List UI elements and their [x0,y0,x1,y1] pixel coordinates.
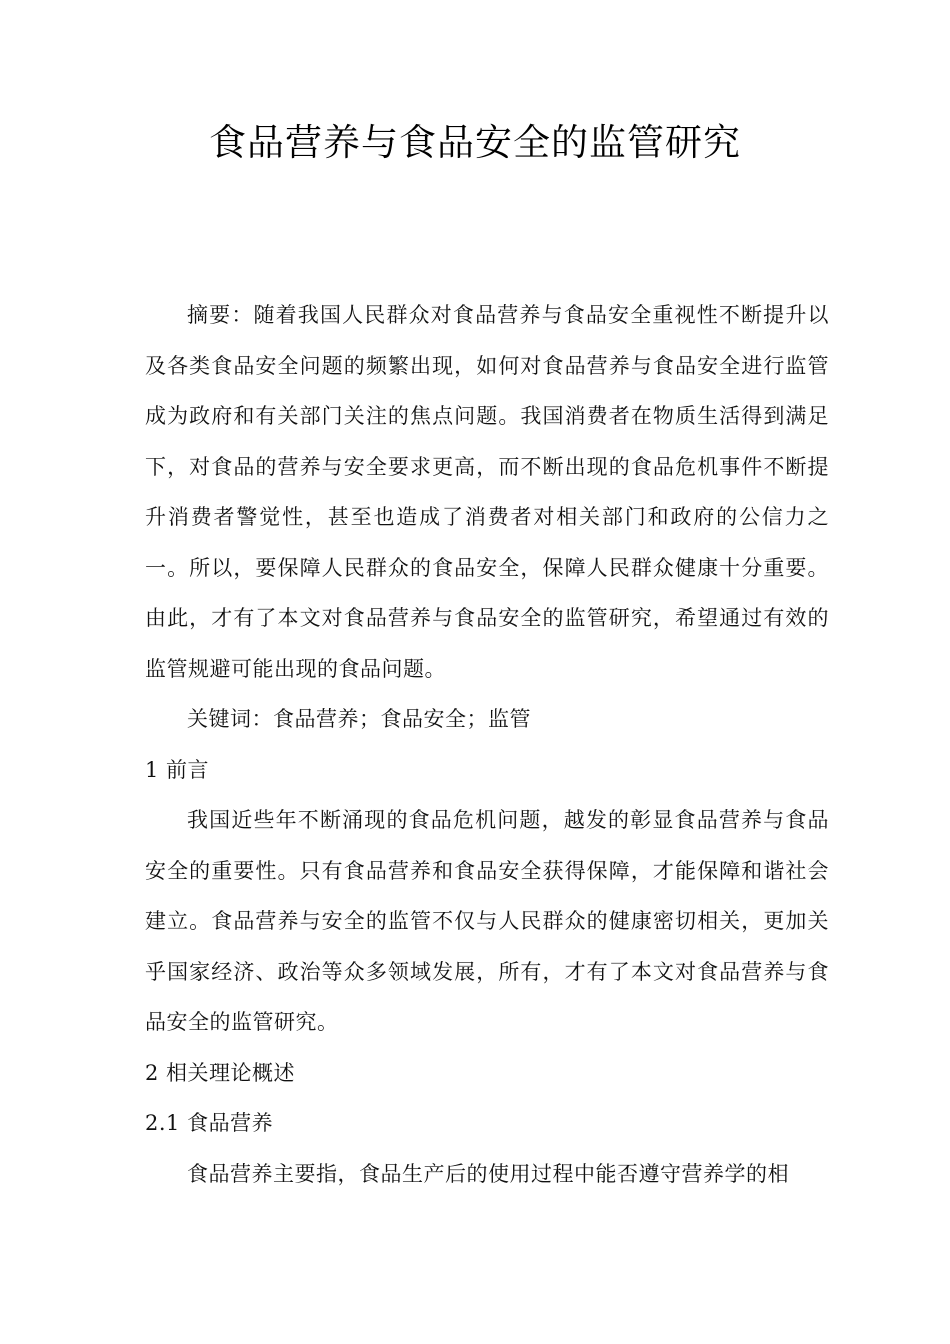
introduction-paragraph: 我国近些年不断涌现的食品危机问题，越发的彰显食品营养与食品安全的重要性。只有食品营养和食品安全获得保障，才能保障和谐社会建立。食品营养与安全的监管不仅与人民群众的健康密切相关，更加关乎国家经济、政治等众多领域发展，所有，才有了本文对食品营养与食品安全的监管研究。 [145,808,829,1034]
document-body [145,290,829,1199]
subsection-heading-food-nutrition: 2.1 食品营养 [145,1111,274,1135]
food-nutrition-paragraph: 食品营养主要指，食品生产后的使用过程中能否遵守营养学的相 [187,1161,789,1186]
abstract-paragraph: 摘要：随着我国人民群众对食品营养与食品安全重视性不断提升以及各类食品安全问题的频繁出现，如何对食品营养与食品安全进行监管成为政府和有关部门关注的焦点问题。我国消费者在物质生活得到满足下，对食品的营养与安全要求更高，而不断出现的食品危机事件不断提升消费者警觉性，甚至也造成了消费者对相关部门和政府的公信力之一。所以，要保障人民群众的食品安全，保障人民群众健康十分重要。由此，才有了本文对食品营养与食品安全的监管研究，希望通过有效的监管规避可能出现的食品问题。 [145,303,829,681]
document-title: 食品营养与食品安全的监管研究 [209,121,741,164]
section-heading-introduction: 1 前言 [145,757,210,782]
section-heading-theory-overview: 2 相关理论概述 [145,1060,296,1085]
keywords-line: 关键词：食品营养；食品安全；监管 [187,707,531,731]
